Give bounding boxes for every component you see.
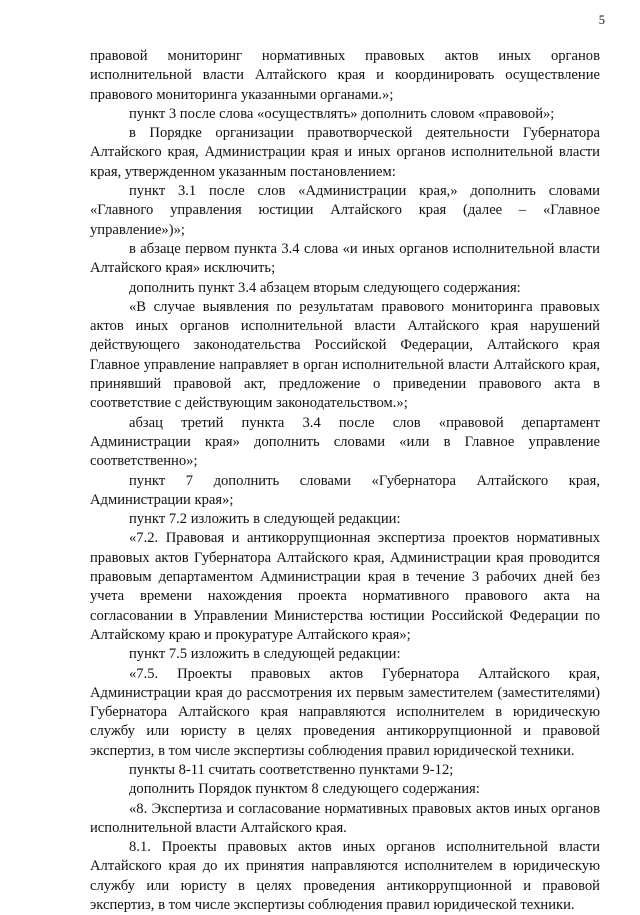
paragraph: «7.2. Правовая и антикоррупционная экспертиза проектов нормативных правовых актов Губернатора Алтайского края, Администрации края проводится правовым департаментом Администрации края в течение 3 рабочих дней без учета времени нахождения проекта нормативного правового акта на согласовании в Управлении Министерства юстиции Российской Федерации по Алтайскому краю и прокуратуре Алтайского края»; <box>90 530 600 643</box>
paragraph: абзац третий пункта 3.4 после слов «правовой департамент Администрации края» дополнить словами «или в Главное управление соответственно»; <box>90 414 600 470</box>
paragraph: дополнить пункт 3.4 абзацем вторым следующего содержания: <box>129 279 521 296</box>
paragraph: пункт 7 дополнить словами «Губернатора Алтайского края, Администрации края»; <box>90 472 600 508</box>
paragraph: пункт 7.5 изложить в следующей редакции: <box>129 646 401 663</box>
paragraph: «В случае выявления по результатам правового мониторинга правовых актов иных органов исполнительной власти Алтайского края нарушений действующего законодательства Российской Федерации, Алтайского края Главное управление направляет в орган исполнительной власти Алтайского края, принявший правовой акт, предложение о приведении правового акта в соответствие с действующим законодательством.»; <box>90 298 600 412</box>
paragraph: 8.1. Проекты правовых актов иных органов исполнительной власти Алтайского края до их принятия направляются исполнителем в юридическую службу или юристу в целях проведения антикоррупционной и правовой экспертиз, в том числе экспертизы соблюдения правил юридической техники. <box>90 839 600 914</box>
paragraph: дополнить Порядок пунктом 8 следующего содержания: <box>129 781 480 798</box>
paragraph: в абзаце первом пункта 3.4 слова «и иных органов исполнительной власти Алтайского края» исключить; <box>90 240 600 277</box>
paragraph: пункт 3.1 после слов «Администрации края,» дополнить словами «Главного управления юстиции Алтайского края (далее – «Главное управление»)»; <box>90 183 600 238</box>
paragraph: «7.5. Проекты правовых актов Губернатора Алтайского края, Администрации края до рассмотрения их первым заместителем (заместителями) Губернатора Алтайского края направляются исполнителем в юридическую службу или юристу в целях проведения антикоррупционной и правовой экспертиз, в том числе экспертизы соблюдения правил юридической техники. <box>90 665 600 759</box>
page-number: 5 <box>598 13 605 27</box>
paragraph: «8. Экспертиза и согласование нормативных правовых актов иных органов исполнительной власти Алтайского края. <box>90 800 600 836</box>
paragraph: пункты 8-11 считать соответственно пунктами 9-12; <box>129 761 454 778</box>
paragraph: в Порядке организации правотворческой деятельности Губернатора Алтайского края, Администрации края и иных органов исполнительной власти края, утвержденном указанным постановлением: <box>90 125 600 180</box>
paragraph: пункт 3 после слова «осуществлять» дополнить словом «правовой»; <box>129 105 555 122</box>
document-body <box>90 47 600 915</box>
paragraph: пункт 7.2 изложить в следующей редакции: <box>129 511 401 528</box>
paragraph: правовой мониторинг нормативных правовых актов иных органов исполнительной власти Алтайского края и координировать осуществление правового мониторинга указанными органами.»; <box>90 48 600 103</box>
